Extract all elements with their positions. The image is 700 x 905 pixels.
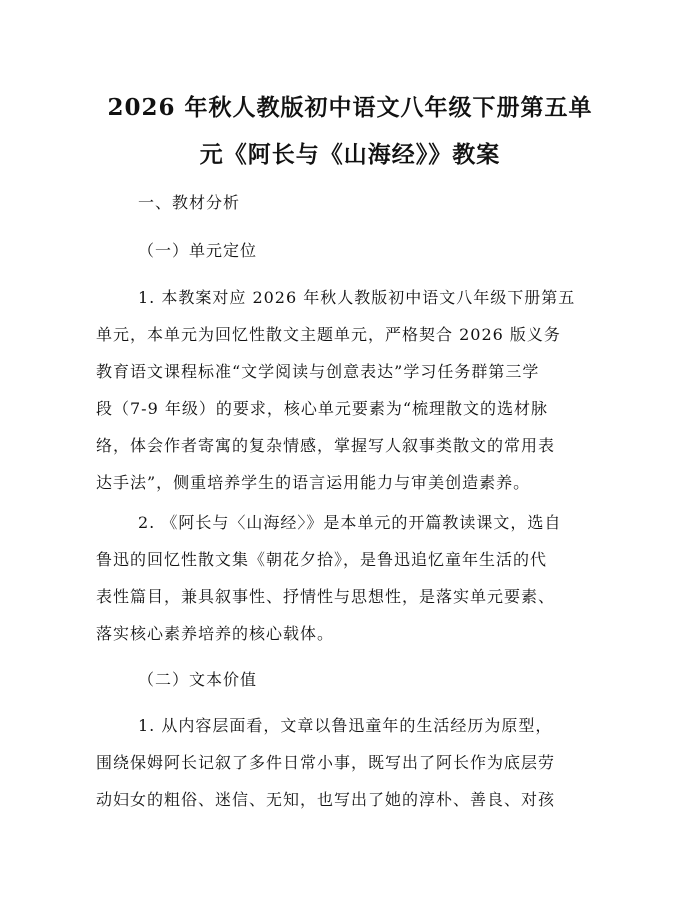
paragraph-line: 动妇女的粗俗、迷信、无知，也写出了她的淳朴、善良、对孩 (96, 790, 556, 809)
paragraph-line: 表性篇目，兼具叙事性、抒情性与思想性，是落实单元要素、 (96, 587, 556, 606)
document-title-line-2: 元《阿长与《山海经》》教案 (199, 141, 501, 168)
paragraph-line: 2. 《阿长与〈山海经〉》是本单元的开篇教读课文，选自 (138, 513, 562, 532)
paragraph-line: 络，体会作者寄寓的复杂情感，掌握写人叙事类散文的常用表 (96, 436, 556, 455)
subsection-heading-text-value: （二）文本价值 (138, 670, 258, 689)
paragraph-line: 1. 本教案对应 2026 年秋人教版初中语文八年级下册第五 (138, 288, 576, 307)
paragraph-line: 段（7-9 年级）的要求，核心单元要素为“梳理散文的选材脉 (96, 399, 549, 418)
section-heading-textbook-analysis: 一、教材分析 (138, 193, 241, 212)
subsection-heading-unit-positioning: （一）单元定位 (138, 241, 258, 260)
paragraph-line: 达手法”，侧重培养学生的语言运用能力与审美创造素养。 (96, 473, 531, 492)
paragraph-line: 教育语文课程标准“文学阅读与创意表达”学习任务群第三学 (96, 362, 540, 381)
document-title-line-1: 2026 年秋人教版初中语文八年级下册第五单 (107, 94, 593, 121)
paragraph-line: 鲁迅的回忆性散文集《朝花夕拾》，是鲁迅追忆童年生活的代 (96, 550, 548, 569)
paragraph-line: 1. 从内容层面看，文章以鲁迅童年的生活经历为原型， (138, 716, 553, 735)
paragraph-line: 围绕保姆阿长记叙了多件日常小事，既写出了阿长作为底层劳 (96, 753, 556, 772)
paragraph-line: 单元，本单元为回忆性散文主题单元，严格契合 2026 版义务 (96, 325, 561, 344)
paragraph-line: 落实核心素养培养的核心载体。 (96, 624, 335, 643)
